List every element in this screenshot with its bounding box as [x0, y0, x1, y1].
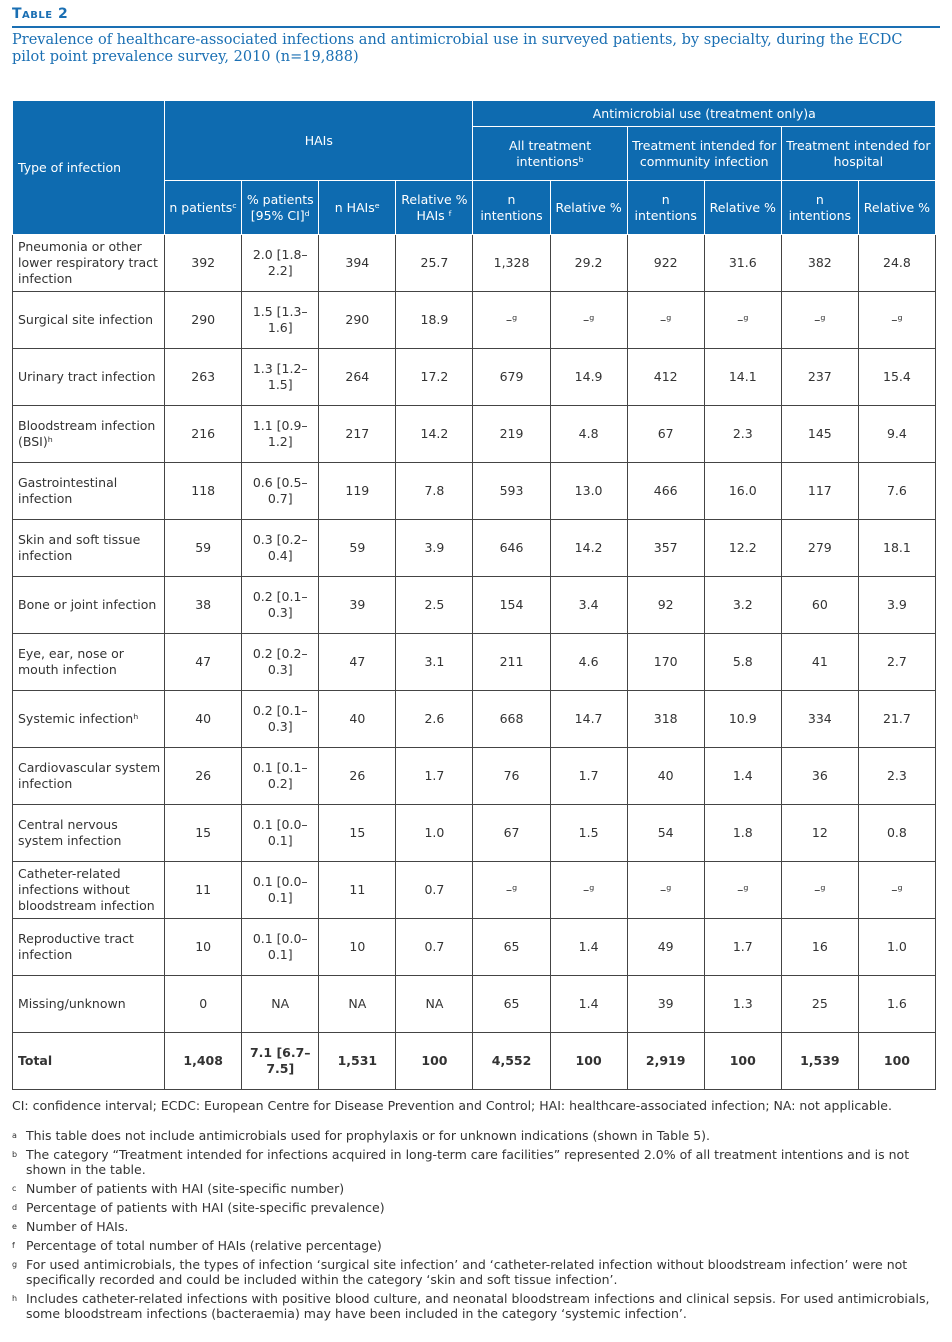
table-cell: 24.8 — [858, 235, 935, 292]
table-cell: 10.9 — [704, 691, 781, 748]
table-cell: 65 — [473, 919, 550, 976]
table-cell: –ᵍ — [627, 862, 704, 919]
table-cell: 15 — [165, 805, 242, 862]
footnote-text: The category “Treatment intended for infections acquired in long-term care facilities” represented 2.0% of all treatment intentions and is not shown in the table. — [26, 1147, 910, 1177]
row-label: Surgical site infection — [13, 292, 165, 349]
table-cell: NA — [396, 976, 473, 1033]
table-cell: 9.4 — [858, 406, 935, 463]
table-cell: 14.2 — [550, 520, 627, 577]
table-cell: 40 — [165, 691, 242, 748]
table-cell: 2.6 — [396, 691, 473, 748]
table-cell: –ᵍ — [550, 862, 627, 919]
row-label: Central nervous system infection — [13, 805, 165, 862]
table-cell: 47 — [165, 634, 242, 691]
footnote-text: Percentage of total number of HAIs (relative percentage) — [26, 1238, 382, 1253]
table-cell: 0.1 [0.1–0.2] — [242, 748, 319, 805]
table-cell: 1.7 — [704, 919, 781, 976]
table-cell: 1.3 [1.2–1.5] — [242, 349, 319, 406]
table-cell: 593 — [473, 463, 550, 520]
table-cell: 1.5 — [550, 805, 627, 862]
table-row — [13, 919, 936, 976]
table-cell: 922 — [627, 235, 704, 292]
table-cell: 3.1 — [396, 634, 473, 691]
table-cell: 47 — [319, 634, 396, 691]
footnote-mark: c — [12, 1184, 17, 1193]
table-cell: 25.7 — [396, 235, 473, 292]
table-cell: 219 — [473, 406, 550, 463]
table-cell: 0.2 [0.1–0.3] — [242, 577, 319, 634]
table-cell: 100 — [550, 1033, 627, 1090]
table-cell: 49 — [627, 919, 704, 976]
table-cell: 145 — [781, 406, 858, 463]
table-cell: 12 — [781, 805, 858, 862]
table-cell: –ᵍ — [473, 862, 550, 919]
footnote-text: Includes catheter-related infections with positive blood culture, and neonatal bloodstream infections and clinical sepsis. For used antimicrobials, some bloodstream infections (bacteraemia) may have been included in the category ‘systemic infection’. — [26, 1291, 930, 1321]
table-cell: 392 — [165, 235, 242, 292]
header-community: Treatment intended for community infection — [627, 127, 781, 181]
subheader-cell: Relative % — [704, 181, 781, 235]
table-cell: 25 — [781, 976, 858, 1033]
table-cell: 15.4 — [858, 349, 935, 406]
table-label: Table 2 — [12, 6, 940, 28]
table-cell: 382 — [781, 235, 858, 292]
table-cell: 1.4 — [704, 748, 781, 805]
header-antimicrobial-use: Antimicrobial use (treatment only)a — [473, 101, 936, 127]
table-cell: 1.1 [0.9–1.2] — [242, 406, 319, 463]
table-cell: 92 — [627, 577, 704, 634]
table-cell: 646 — [473, 520, 550, 577]
table-cell: 5.8 — [704, 634, 781, 691]
table-cell: 1.6 — [858, 976, 935, 1033]
table-cell: 290 — [165, 292, 242, 349]
table-cell: 39 — [627, 976, 704, 1033]
table-cell: 217 — [319, 406, 396, 463]
table-cell: 2.7 — [858, 634, 935, 691]
table-cell: 38 — [165, 577, 242, 634]
table-cell: 679 — [473, 349, 550, 406]
table-cell: 41 — [781, 634, 858, 691]
row-label: Bone or joint infection — [13, 577, 165, 634]
abbreviations: CI: confidence interval; ECDC: European Centre for Disease Prevention and Control; HAI: healthcare-associated infection; NA: not applicable. — [12, 1098, 892, 1113]
table-cell: –ᵍ — [704, 862, 781, 919]
table-cell: 1,328 — [473, 235, 550, 292]
table-cell: 4,552 — [473, 1033, 550, 1090]
table-cell: 18.9 — [396, 292, 473, 349]
footnote — [12, 1128, 940, 1143]
footnotes — [12, 1128, 940, 1321]
table-cell: 0.1 [0.0–0.1] — [242, 919, 319, 976]
table-cell: 36 — [781, 748, 858, 805]
subheader-cell: Relative % — [858, 181, 935, 235]
table-cell: 2.0 [1.8–2.2] — [242, 235, 319, 292]
table-cell: 3.9 — [396, 520, 473, 577]
table-cell: 59 — [165, 520, 242, 577]
table-cell: 0.6 [0.5–0.7] — [242, 463, 319, 520]
table-row — [13, 862, 936, 919]
row-label: Systemic infectionʰ — [13, 691, 165, 748]
table-cell: 100 — [858, 1033, 935, 1090]
table-cell: 10 — [165, 919, 242, 976]
footnote-mark: g — [12, 1260, 18, 1269]
table-cell: 1.0 — [858, 919, 935, 976]
table-cell: 59 — [319, 520, 396, 577]
table-cell: 7.8 — [396, 463, 473, 520]
row-label: Missing/unknown — [13, 976, 165, 1033]
footnote-mark: a — [12, 1131, 17, 1140]
table-cell: 334 — [781, 691, 858, 748]
footnote — [12, 1200, 940, 1215]
table-cell: 118 — [165, 463, 242, 520]
table-cell: 10 — [319, 919, 396, 976]
table-cell: 4.8 — [550, 406, 627, 463]
footnote-mark: d — [12, 1203, 18, 1212]
table-cell: 1.7 — [396, 748, 473, 805]
subheader-cell: n patientsᶜ — [165, 181, 242, 235]
footnote — [12, 1291, 940, 1321]
table-cell: 1.4 — [550, 976, 627, 1033]
table-cell: –ᵍ — [781, 292, 858, 349]
table-cell: –ᵍ — [858, 862, 935, 919]
total-row — [13, 1033, 936, 1090]
subheader-cell: % patients [95% CI]ᵈ — [242, 181, 319, 235]
table-cell: 412 — [627, 349, 704, 406]
table-cell: 466 — [627, 463, 704, 520]
row-label: Cardiovascular system infection — [13, 748, 165, 805]
footnote-text: Number of HAIs. — [26, 1219, 129, 1234]
table-cell: 0.2 [0.1–0.3] — [242, 691, 319, 748]
table-cell: 1.3 — [704, 976, 781, 1033]
table-cell: 65 — [473, 976, 550, 1033]
table-caption: Prevalence of healthcare-associated infections and antimicrobial use in surveyed patients, by specialty, during the ECDC pilot point prevalence survey, 2010 (n=19,888) — [12, 32, 903, 65]
footnote-mark: b — [12, 1150, 18, 1159]
table-cell: 1.4 — [550, 919, 627, 976]
table-notes — [12, 1098, 940, 1321]
table-cell: –ᵍ — [704, 292, 781, 349]
table-cell: 7.1 [6.7–7.5] — [242, 1033, 319, 1090]
table-row — [13, 634, 936, 691]
table-cell: 2.3 — [858, 748, 935, 805]
table-cell: –ᵍ — [550, 292, 627, 349]
table-row — [13, 292, 936, 349]
table-cell: 1.7 — [550, 748, 627, 805]
table-row — [13, 805, 936, 862]
table-cell: 0.2 [0.2–0.3] — [242, 634, 319, 691]
table-cell: 3.2 — [704, 577, 781, 634]
table-cell: 7.6 — [858, 463, 935, 520]
header-hospital: Treatment intended for hospital — [781, 127, 935, 181]
table-cell: 14.9 — [550, 349, 627, 406]
table-cell: 1,531 — [319, 1033, 396, 1090]
row-label: Pneumonia or other lower respiratory tract infection — [13, 235, 165, 292]
row-label: Bloodstream infection (BSI)ʰ — [13, 406, 165, 463]
row-label: Total — [13, 1033, 165, 1090]
table-row — [13, 748, 936, 805]
table-cell: 26 — [165, 748, 242, 805]
table-cell: 263 — [165, 349, 242, 406]
table-cell: 76 — [473, 748, 550, 805]
table-cell: 668 — [473, 691, 550, 748]
table-cell: 119 — [319, 463, 396, 520]
table-cell: –ᵍ — [473, 292, 550, 349]
table-cell: 17.2 — [396, 349, 473, 406]
table-cell: 154 — [473, 577, 550, 634]
table-cell: 0.7 — [396, 862, 473, 919]
table-cell: 15 — [319, 805, 396, 862]
table-cell: 0.8 — [858, 805, 935, 862]
table-cell: 11 — [165, 862, 242, 919]
table-cell: –ᵍ — [781, 862, 858, 919]
table-cell: 2.5 — [396, 577, 473, 634]
table-cell: 60 — [781, 577, 858, 634]
footnote-mark: h — [12, 1294, 18, 1303]
row-label: Reproductive tract infection — [13, 919, 165, 976]
table-cell: 0.3 [0.2–0.4] — [242, 520, 319, 577]
table-cell: 21.7 — [858, 691, 935, 748]
footnote — [12, 1238, 940, 1253]
row-label: Gastrointestinal infection — [13, 463, 165, 520]
table-cell: 0.1 [0.0–0.1] — [242, 805, 319, 862]
footnote-text: Number of patients with HAI (site-specific number) — [26, 1181, 345, 1196]
subheader-cell: n intentions — [627, 181, 704, 235]
table-row — [13, 406, 936, 463]
table-cell: 16.0 — [704, 463, 781, 520]
subheader-cell: n HAIsᵉ — [319, 181, 396, 235]
footnote — [12, 1257, 940, 1287]
footnote-text: For used antimicrobials, the types of infection ‘surgical site infection’ and ‘catheter-related infection without bloodstream infection’ were not specifically recorded and could be included within the category ‘skin and soft tissue infection’. — [26, 1257, 908, 1287]
table-cell: 31.6 — [704, 235, 781, 292]
footnote-mark: e — [12, 1222, 17, 1231]
table-cell: 237 — [781, 349, 858, 406]
table-row — [13, 520, 936, 577]
table-row — [13, 235, 936, 292]
footnote — [12, 1181, 940, 1196]
table-cell: 3.4 — [550, 577, 627, 634]
table-cell: 13.0 — [550, 463, 627, 520]
table-cell: 318 — [627, 691, 704, 748]
table-cell: 394 — [319, 235, 396, 292]
table-cell: 67 — [627, 406, 704, 463]
row-label: Urinary tract infection — [13, 349, 165, 406]
table-cell: 54 — [627, 805, 704, 862]
subheader-cell: Relative % HAIs ᶠ — [396, 181, 473, 235]
table-cell: 264 — [319, 349, 396, 406]
table-cell: 211 — [473, 634, 550, 691]
row-label: Skin and soft tissue infection — [13, 520, 165, 577]
table-cell: 18.1 — [858, 520, 935, 577]
table-cell: 170 — [627, 634, 704, 691]
table-cell: 2.3 — [704, 406, 781, 463]
header-hais: HAIs — [165, 101, 473, 181]
prevalence-table — [12, 100, 936, 1090]
table-cell: 11 — [319, 862, 396, 919]
table-cell: 357 — [627, 520, 704, 577]
table-cell: 26 — [319, 748, 396, 805]
footnote — [12, 1147, 940, 1177]
table-cell: 0.1 [0.0–0.1] — [242, 862, 319, 919]
table-cell: 3.9 — [858, 577, 935, 634]
subheader-cell: Relative % — [550, 181, 627, 235]
table-cell: 100 — [396, 1033, 473, 1090]
table-cell: 1.5 [1.3–1.6] — [242, 292, 319, 349]
table-cell: 216 — [165, 406, 242, 463]
table-cell: 14.1 — [704, 349, 781, 406]
table-cell: 40 — [319, 691, 396, 748]
footnote-text: This table does not include antimicrobials used for prophylaxis or for unknown indications (shown in Table 5). — [26, 1128, 711, 1143]
header-all-treatment: All treatment intentionsᵇ — [473, 127, 627, 181]
table-cell: 1.0 — [396, 805, 473, 862]
table-row — [13, 976, 936, 1033]
table-cell: 39 — [319, 577, 396, 634]
subheader-cell: n intentions — [781, 181, 858, 235]
table-row — [13, 463, 936, 520]
footnote — [12, 1219, 940, 1234]
table-cell: 29.2 — [550, 235, 627, 292]
table-cell: 290 — [319, 292, 396, 349]
table-cell: 2,919 — [627, 1033, 704, 1090]
table-cell: 40 — [627, 748, 704, 805]
table-cell: 0.7 — [396, 919, 473, 976]
table-cell: 67 — [473, 805, 550, 862]
table-row — [13, 349, 936, 406]
table-row — [13, 691, 936, 748]
table-cell: 279 — [781, 520, 858, 577]
table-cell: –ᵍ — [627, 292, 704, 349]
subheader-cell: n intentions — [473, 181, 550, 235]
table-cell: 1.8 — [704, 805, 781, 862]
table-cell: 100 — [704, 1033, 781, 1090]
table-cell: 117 — [781, 463, 858, 520]
table-cell: –ᵍ — [858, 292, 935, 349]
table-row — [13, 577, 936, 634]
table-cell: 12.2 — [704, 520, 781, 577]
table-cell: 14.2 — [396, 406, 473, 463]
row-label: Catheter-related infections without bloodstream infection — [13, 862, 165, 919]
table-cell: 14.7 — [550, 691, 627, 748]
table-cell: NA — [319, 976, 396, 1033]
row-label: Eye, ear, nose or mouth infection — [13, 634, 165, 691]
table-cell: NA — [242, 976, 319, 1033]
table-cell: 16 — [781, 919, 858, 976]
footnote-mark: f — [12, 1241, 15, 1250]
table-cell: 1,408 — [165, 1033, 242, 1090]
header-type-of-infection: Type of infection — [13, 101, 165, 235]
table-cell: 1,539 — [781, 1033, 858, 1090]
table-cell: 4.6 — [550, 634, 627, 691]
table-cell: 0 — [165, 976, 242, 1033]
footnote-text: Percentage of patients with HAI (site-specific prevalence) — [26, 1200, 385, 1215]
